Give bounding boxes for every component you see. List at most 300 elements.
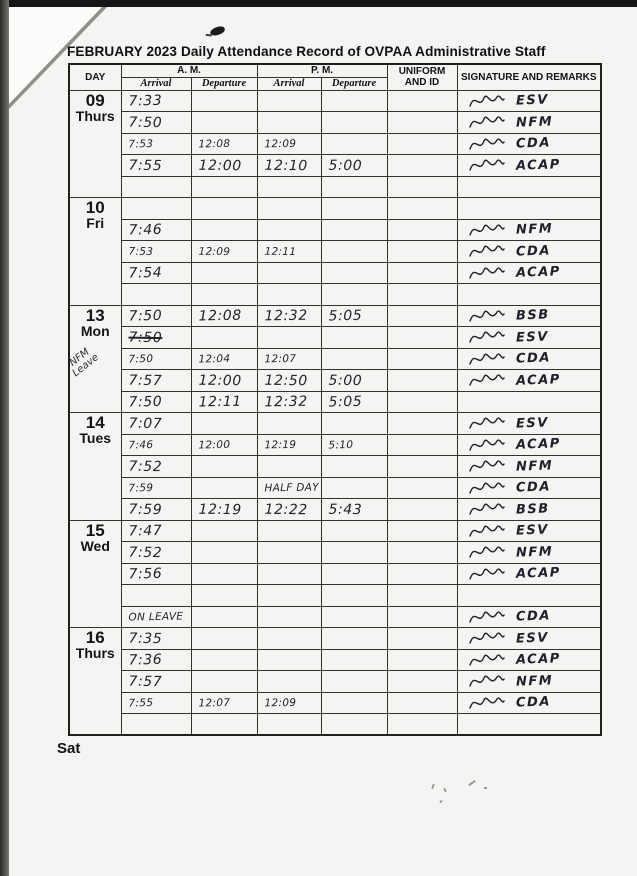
signature-initials: ESV xyxy=(515,522,549,539)
uniform-id-cell xyxy=(387,563,457,585)
signature-remarks-cell xyxy=(457,542,601,564)
signature-initials: NFM xyxy=(515,458,553,475)
signature xyxy=(458,544,601,560)
signature xyxy=(458,523,601,539)
pm-arrival-cell xyxy=(257,541,321,563)
am-departure-cell: 12:08 xyxy=(191,132,257,155)
pm-arrival-cell xyxy=(257,519,321,542)
signature-remarks-cell xyxy=(457,585,601,607)
attendance-row xyxy=(69,499,601,521)
uniform-id-cell xyxy=(387,133,457,155)
pm-arrival-cell xyxy=(257,326,321,348)
signature-remarks-cell xyxy=(457,606,601,628)
signature-initials: ESV xyxy=(515,92,549,109)
am-arrival-cell xyxy=(121,713,191,735)
pm-departure-cell xyxy=(321,240,387,262)
pm-arrival-cell: 12:22 xyxy=(257,498,321,520)
signature-remarks-cell xyxy=(457,692,601,714)
attendance-row xyxy=(69,671,601,693)
am-arrival-cell: 7:53 xyxy=(121,240,191,262)
signature-initials: BSB xyxy=(515,307,550,324)
uniform-id-cell xyxy=(387,649,457,671)
uniform-id-cell xyxy=(387,112,457,134)
am-arrival-cell: 7:36 xyxy=(121,648,191,671)
day-cell xyxy=(69,90,121,198)
day-cell xyxy=(69,305,121,413)
header-uniform: UNIFORM AND ID xyxy=(387,64,457,90)
am-departure-cell xyxy=(191,627,257,649)
day-cell xyxy=(69,520,121,628)
footer-day-label: Sat xyxy=(57,740,81,757)
am-departure-cell: 12:08 xyxy=(191,304,257,327)
attendance-row xyxy=(69,133,601,155)
signature-scribble xyxy=(468,308,506,324)
signature xyxy=(458,630,601,646)
signature-remarks-cell xyxy=(457,628,601,650)
am-departure-cell xyxy=(191,476,257,499)
signature-scribble xyxy=(468,566,506,582)
signature-scribble xyxy=(468,523,506,539)
am-arrival-cell: 7:50 xyxy=(121,347,191,370)
signature-scribble xyxy=(468,93,506,109)
am-departure-cell xyxy=(191,326,257,348)
am-arrival-cell: 7:55 xyxy=(121,154,191,176)
uniform-id-cell xyxy=(387,520,457,542)
signature-remarks-cell xyxy=(457,198,601,220)
pm-departure-cell xyxy=(321,627,387,649)
am-departure-cell xyxy=(191,605,257,628)
signature-initials: ESV xyxy=(515,415,549,432)
signature-initials: ACAP xyxy=(515,436,561,454)
signature-initials: CDA xyxy=(515,135,551,152)
signature-initials: CDA xyxy=(515,694,551,711)
uniform-id-cell xyxy=(387,262,457,284)
signature-scribble xyxy=(468,157,506,173)
pm-arrival-cell: HALF DAY xyxy=(257,476,321,499)
signature-scribble xyxy=(468,458,506,474)
am-departure-cell: 12:09 xyxy=(191,240,257,262)
uniform-id-cell xyxy=(387,714,457,736)
pm-arrival-cell: 12:19 xyxy=(257,433,321,456)
signature-scribble xyxy=(468,673,506,689)
header-am-departure: Departure xyxy=(191,77,257,90)
pm-departure-cell: 5:43 xyxy=(321,498,387,520)
signature-scribble xyxy=(468,265,506,281)
uniform-id-cell xyxy=(387,413,457,435)
signature xyxy=(458,93,601,109)
signature xyxy=(458,415,601,431)
day-name: Thurs xyxy=(75,107,115,124)
am-departure-cell: 12:07 xyxy=(191,691,257,714)
pm-arrival-cell: 12:32 xyxy=(257,304,321,327)
attendance-row xyxy=(69,241,601,263)
pm-departure-cell xyxy=(321,347,387,370)
uniform-id-cell xyxy=(387,155,457,177)
signature-scribble xyxy=(468,609,506,625)
am-departure-cell: 12:11 xyxy=(191,390,257,413)
signature-initials: NFM xyxy=(515,544,553,561)
signature-remarks-cell xyxy=(457,241,601,263)
am-arrival-cell: 7:50 xyxy=(121,326,191,348)
signature-remarks-cell xyxy=(457,649,601,671)
am-departure-cell xyxy=(191,283,257,305)
am-departure-cell: 12:00 xyxy=(191,154,257,176)
attendance-row xyxy=(69,585,601,607)
pm-arrival-cell: 12:09 xyxy=(257,132,321,155)
pm-arrival-cell xyxy=(257,670,321,692)
day-cell xyxy=(69,413,121,521)
am-arrival-cell xyxy=(121,175,191,198)
am-arrival-cell: 7:47 xyxy=(121,519,191,542)
pm-arrival-cell: 12:11 xyxy=(257,240,321,262)
signature xyxy=(458,480,601,496)
pm-departure-cell xyxy=(321,605,387,628)
uniform-id-cell xyxy=(387,585,457,607)
am-arrival-cell: 7:07 xyxy=(121,412,191,434)
uniform-id-cell xyxy=(387,434,457,456)
day-number: 16 xyxy=(85,628,105,647)
signature xyxy=(458,566,601,582)
am-arrival-cell xyxy=(121,584,191,606)
pm-departure-cell xyxy=(321,218,387,241)
signature-scribble xyxy=(468,480,506,496)
uniform-id-cell xyxy=(387,391,457,413)
signature-scribble xyxy=(468,437,506,453)
uniform-id-cell xyxy=(387,327,457,349)
am-arrival-cell: 7:59 xyxy=(121,476,191,499)
header-pm-arrival: Arrival xyxy=(257,77,321,90)
signature xyxy=(458,136,601,152)
am-departure-cell xyxy=(191,519,257,542)
am-departure-cell: 12:04 xyxy=(191,347,257,370)
attendance-row xyxy=(69,391,601,413)
pm-departure-cell xyxy=(321,670,387,692)
am-departure-cell xyxy=(191,89,257,112)
am-arrival-cell: 7:35 xyxy=(121,627,191,649)
am-arrival-cell: 7:46 xyxy=(121,218,191,241)
signature-remarks-cell xyxy=(457,348,601,370)
pm-arrival-cell xyxy=(257,648,321,671)
signature-remarks-cell xyxy=(457,391,601,413)
day-number: 13 xyxy=(85,305,105,325)
signature-remarks-cell xyxy=(457,90,601,112)
am-arrival-cell xyxy=(121,197,191,219)
attendance-row xyxy=(69,112,601,134)
pm-departure-cell xyxy=(321,455,387,477)
am-arrival-cell: 7:56 xyxy=(121,562,191,585)
day-number: 10 xyxy=(85,198,105,217)
pm-arrival-cell xyxy=(257,584,321,606)
signature-initials: ESV xyxy=(515,329,549,346)
day-number: 14 xyxy=(85,413,105,432)
scan-edge-top xyxy=(0,0,637,7)
attendance-row xyxy=(69,305,601,327)
signature-remarks-cell xyxy=(457,305,601,327)
uniform-id-cell xyxy=(387,219,457,241)
attendance-row xyxy=(69,348,601,370)
am-arrival-cell: 7:55 xyxy=(121,691,191,714)
attendance-row xyxy=(69,284,601,306)
uniform-id-cell xyxy=(387,90,457,112)
uniform-id-cell xyxy=(387,499,457,521)
pm-departure-cell xyxy=(321,412,387,434)
uniform-id-cell xyxy=(387,671,457,693)
signature-scribble xyxy=(468,630,506,646)
signature xyxy=(458,609,601,625)
pm-departure-cell xyxy=(321,261,387,284)
am-departure-cell xyxy=(191,412,257,434)
signature xyxy=(458,222,601,238)
signature-initials: CDA xyxy=(515,608,551,625)
attendance-row xyxy=(69,176,601,198)
signature-remarks-cell xyxy=(457,176,601,198)
pm-departure-cell: 5:05 xyxy=(321,390,387,413)
pm-arrival-cell xyxy=(257,283,321,305)
signature-scribble xyxy=(468,351,506,367)
signature xyxy=(458,265,601,281)
am-departure-cell: 12:00 xyxy=(191,433,257,456)
am-arrival-cell xyxy=(121,283,191,305)
am-arrival-cell: 7:53 xyxy=(121,132,191,155)
header-am: A. M. xyxy=(121,64,257,77)
signature-remarks-cell xyxy=(457,284,601,306)
signature-initials: ACAP xyxy=(515,371,561,389)
signature xyxy=(458,372,601,388)
signature xyxy=(458,157,601,173)
table-header xyxy=(69,64,601,90)
signature-initials: CDA xyxy=(515,243,551,260)
day-number: 15 xyxy=(85,520,105,540)
signature-scribble xyxy=(468,329,506,345)
attendance-row xyxy=(69,520,601,542)
am-departure-cell xyxy=(191,584,257,606)
day-name: Mon xyxy=(80,322,110,339)
am-arrival-cell: 7:50 xyxy=(121,390,191,413)
header-pm-departure: Departure xyxy=(321,77,387,90)
pm-departure-cell xyxy=(321,691,387,714)
header-signature: SIGNATURE AND REMARKS xyxy=(457,64,601,90)
signature-remarks-cell xyxy=(457,219,601,241)
table-body xyxy=(69,90,601,735)
pm-arrival-cell xyxy=(257,455,321,477)
signature-initials: BSB xyxy=(515,501,550,518)
uniform-id-cell xyxy=(387,456,457,478)
pencil-smudge xyxy=(428,778,508,808)
signature-initials: CDA xyxy=(515,350,551,367)
pm-departure-cell xyxy=(321,648,387,671)
attendance-row xyxy=(69,155,601,177)
pm-arrival-cell xyxy=(257,218,321,241)
am-arrival-cell: 7:46 xyxy=(121,433,191,456)
signature-remarks-cell xyxy=(457,520,601,542)
pm-arrival-cell: 12:10 xyxy=(257,154,321,176)
handwritten-day-note: NFM Leave xyxy=(67,346,101,379)
pm-arrival-cell xyxy=(257,111,321,133)
pm-departure-cell: 5:00 xyxy=(321,369,387,391)
uniform-id-cell xyxy=(387,542,457,564)
attendance-row xyxy=(69,542,601,564)
pm-departure-cell xyxy=(321,713,387,735)
uniform-id-cell xyxy=(387,176,457,198)
pm-arrival-cell xyxy=(257,605,321,628)
pm-departure-cell xyxy=(321,584,387,606)
ink-blob xyxy=(209,25,225,36)
am-departure-cell xyxy=(191,218,257,241)
signature xyxy=(458,458,601,474)
am-arrival-cell: 7:59 xyxy=(121,498,191,520)
signature-initials: NFM xyxy=(515,673,553,690)
am-arrival-cell: ON LEAVE xyxy=(121,605,191,628)
signature-initials: ACAP xyxy=(515,264,561,282)
day-name: Thurs xyxy=(75,645,115,661)
signature-initials: ACAP xyxy=(515,156,561,174)
uniform-id-cell xyxy=(387,284,457,306)
signature-remarks-cell xyxy=(457,671,601,693)
signature-scribble xyxy=(468,136,506,152)
pm-departure-cell xyxy=(321,283,387,305)
day-name: Fri xyxy=(86,215,105,231)
uniform-id-cell xyxy=(387,198,457,220)
signature-remarks-cell xyxy=(457,155,601,177)
signature-initials: ESV xyxy=(515,630,549,647)
uniform-id-cell xyxy=(387,477,457,499)
signature xyxy=(458,501,601,517)
am-departure-cell xyxy=(191,541,257,563)
signature-scribble xyxy=(468,501,506,517)
page-title: FEBRUARY 2023 Daily Attendance Record of OVPAA Administrative Staff xyxy=(67,44,546,59)
attendance-row xyxy=(69,198,601,220)
signature xyxy=(458,308,601,324)
am-departure-cell xyxy=(191,111,257,133)
attendance-table xyxy=(68,63,602,736)
signature-remarks-cell xyxy=(457,477,601,499)
am-arrival-cell: 7:57 xyxy=(121,369,191,391)
pm-arrival-cell xyxy=(257,197,321,219)
signature xyxy=(458,243,601,259)
attendance-row xyxy=(69,563,601,585)
signature-scribble xyxy=(468,222,506,238)
header-day: DAY xyxy=(69,64,121,90)
am-departure-cell: 12:19 xyxy=(191,498,257,520)
header-pm: P. M. xyxy=(257,64,387,77)
am-arrival-cell: 7:52 xyxy=(121,541,191,563)
am-arrival-cell: 7:33 xyxy=(121,89,191,112)
am-arrival-cell: 7:52 xyxy=(121,455,191,477)
attendance-row xyxy=(69,327,601,349)
signature-initials: NFM xyxy=(515,114,553,131)
uniform-id-cell xyxy=(387,370,457,392)
day-cell xyxy=(69,198,121,306)
uniform-id-cell xyxy=(387,348,457,370)
uniform-id-cell xyxy=(387,628,457,650)
pm-departure-cell: 5:00 xyxy=(321,154,387,176)
day-cell xyxy=(69,628,121,736)
uniform-id-cell xyxy=(387,692,457,714)
uniform-id-cell xyxy=(387,606,457,628)
pm-arrival-cell xyxy=(257,562,321,585)
uniform-id-cell xyxy=(387,305,457,327)
am-departure-cell xyxy=(191,175,257,198)
signature-remarks-cell xyxy=(457,413,601,435)
am-arrival-cell: 7:57 xyxy=(121,670,191,692)
pm-arrival-cell: 12:32 xyxy=(257,390,321,413)
am-departure-cell: 12:00 xyxy=(191,369,257,391)
attendance-row xyxy=(69,90,601,112)
signature-initials: ACAP xyxy=(515,565,561,583)
signature-remarks-cell xyxy=(457,262,601,284)
signature-remarks-cell xyxy=(457,714,601,736)
day-name: Tues xyxy=(79,430,112,446)
am-departure-cell xyxy=(191,197,257,219)
am-departure-cell xyxy=(191,670,257,692)
signature xyxy=(458,351,601,367)
pm-arrival-cell xyxy=(257,89,321,112)
signature xyxy=(458,114,601,130)
pm-departure-cell xyxy=(321,326,387,348)
pm-arrival-cell: 12:07 xyxy=(257,347,321,370)
signature xyxy=(458,437,601,453)
pm-departure-cell: 5:10 xyxy=(321,433,387,456)
attendance-row xyxy=(69,434,601,456)
pm-arrival-cell xyxy=(257,713,321,735)
attendance-row xyxy=(69,219,601,241)
am-departure-cell xyxy=(191,455,257,477)
pm-departure-cell xyxy=(321,89,387,112)
pm-departure-cell xyxy=(321,562,387,585)
signature-initials: NFM xyxy=(515,221,553,238)
signature-remarks-cell xyxy=(457,456,601,478)
am-arrival-cell: 7:50 xyxy=(121,304,191,327)
pm-departure-cell xyxy=(321,111,387,133)
attendance-row xyxy=(69,370,601,392)
signature-remarks-cell xyxy=(457,563,601,585)
signature-remarks-cell xyxy=(457,133,601,155)
pm-arrival-cell xyxy=(257,175,321,198)
attendance-row xyxy=(69,649,601,671)
am-arrival-cell: 7:50 xyxy=(121,111,191,133)
signature xyxy=(458,673,601,689)
signature-remarks-cell xyxy=(457,370,601,392)
pm-arrival-cell xyxy=(257,627,321,649)
signature-scribble xyxy=(468,695,506,711)
signature-remarks-cell xyxy=(457,499,601,521)
am-departure-cell xyxy=(191,261,257,284)
pm-departure-cell xyxy=(321,519,387,542)
signature xyxy=(458,329,601,345)
uniform-id-cell xyxy=(387,241,457,263)
pm-departure-cell xyxy=(321,476,387,499)
signature-remarks-cell xyxy=(457,434,601,456)
pm-arrival-cell: 12:09 xyxy=(257,691,321,714)
signature-scribble xyxy=(468,415,506,431)
signature xyxy=(458,695,601,711)
day-number: 09 xyxy=(85,90,105,110)
signature-remarks-cell xyxy=(457,112,601,134)
signature-initials: ACAP xyxy=(515,651,561,669)
signature-scribble xyxy=(468,114,506,130)
am-departure-cell xyxy=(191,648,257,671)
pm-departure-cell: 5:05 xyxy=(321,304,387,327)
attendance-row xyxy=(69,714,601,736)
signature-initials: CDA xyxy=(515,479,551,496)
am-departure-cell xyxy=(191,562,257,585)
signature-scribble xyxy=(468,243,506,259)
pm-arrival-cell xyxy=(257,261,321,284)
day-name: Wed xyxy=(80,537,110,554)
attendance-row xyxy=(69,628,601,650)
attendance-row xyxy=(69,413,601,435)
attendance-row xyxy=(69,477,601,499)
